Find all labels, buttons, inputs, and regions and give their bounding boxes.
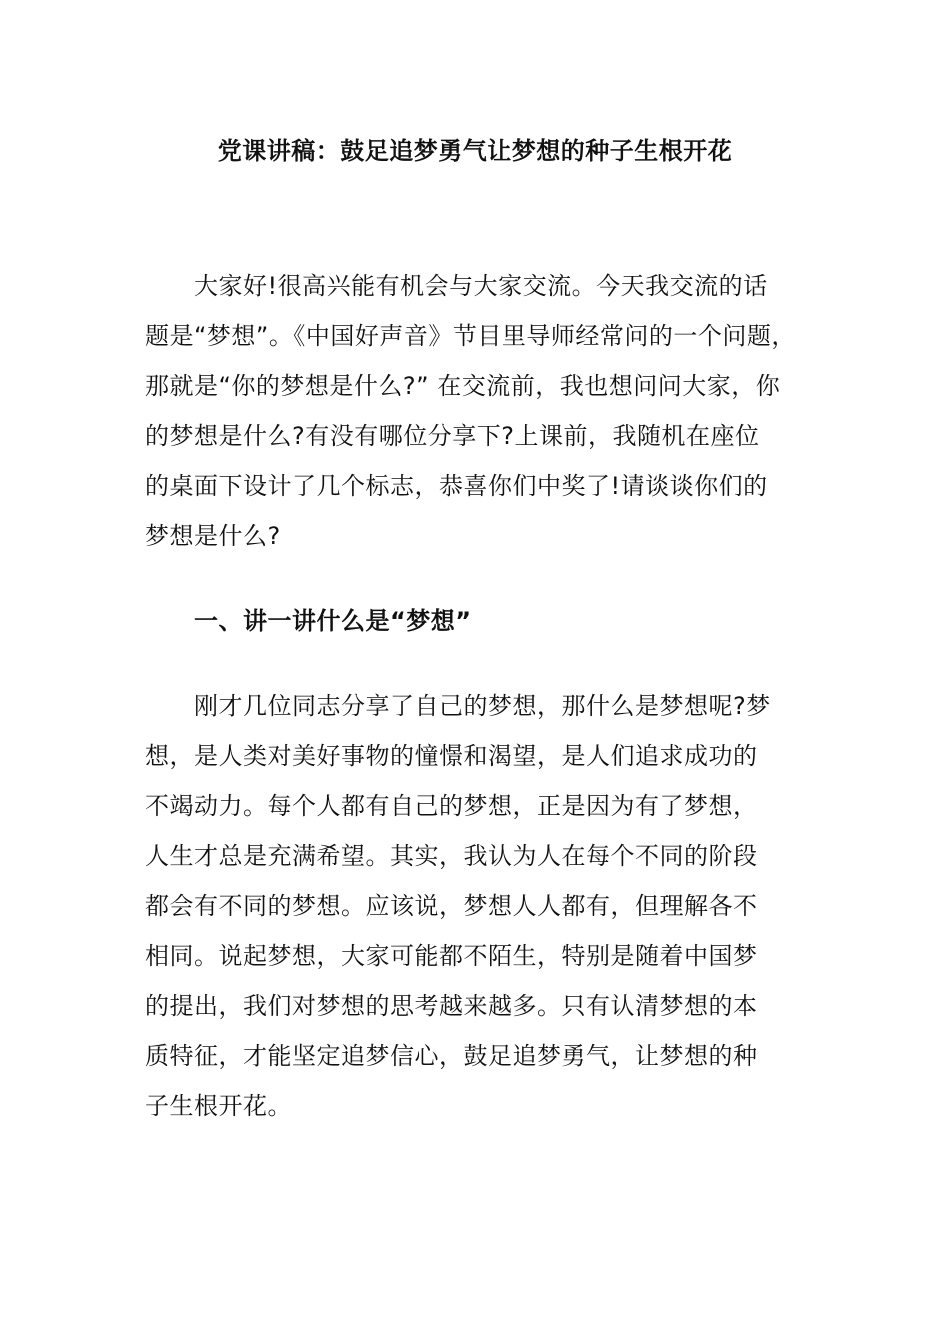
- intro-line: 的梦想是什么?有没有哪位分享下?上课前，我随机在座位: [145, 422, 760, 450]
- section-line: 的提出，我们对梦想的思考越来越多。只有认清梦想的本: [145, 992, 758, 1020]
- section-line: 相同。说起梦想，大家可能都不陌生，特别是随着中国梦: [145, 942, 758, 970]
- section-line: 人生才总是充满希望。其实，我认为人在每个不同的阶段: [145, 842, 758, 870]
- intro-line: 的桌面下设计了几个标志，恭喜你们中奖了!请谈谈你们的: [145, 472, 768, 500]
- section-line: 不竭动力。每个人都有自己的梦想，正是因为有了梦想，: [145, 792, 758, 820]
- document-title: 党课讲稿：鼓足追梦勇气让梦想的种子生根开花: [217, 137, 733, 165]
- intro-line: 题是“梦想”。《中国好声音》节目里导师经常问的一个问题，: [145, 322, 796, 350]
- intro-line: 大家好!很高兴能有机会与大家交流。今天我交流的话: [194, 272, 768, 300]
- section-line: 子生根开花。: [145, 1092, 292, 1120]
- section-line: 都会有不同的梦想。应该说，梦想人人都有，但理解各不: [145, 892, 758, 920]
- intro-line: 那就是“你的梦想是什么?” 在交流前，我也想问问大家，你: [145, 372, 781, 400]
- section-line: 质特征，才能坚定追梦信心，鼓足追梦勇气，让梦想的种: [145, 1042, 758, 1070]
- section-line: 刚才几位同志分享了自己的梦想，那什么是梦想呢?梦: [194, 692, 771, 720]
- section-line: 想，是人类对美好事物的憧憬和渴望，是人们追求成功的: [145, 742, 758, 770]
- intro-line: 梦想是什么?: [145, 522, 281, 550]
- section-heading: 一、讲一讲什么是“梦想”: [194, 607, 472, 635]
